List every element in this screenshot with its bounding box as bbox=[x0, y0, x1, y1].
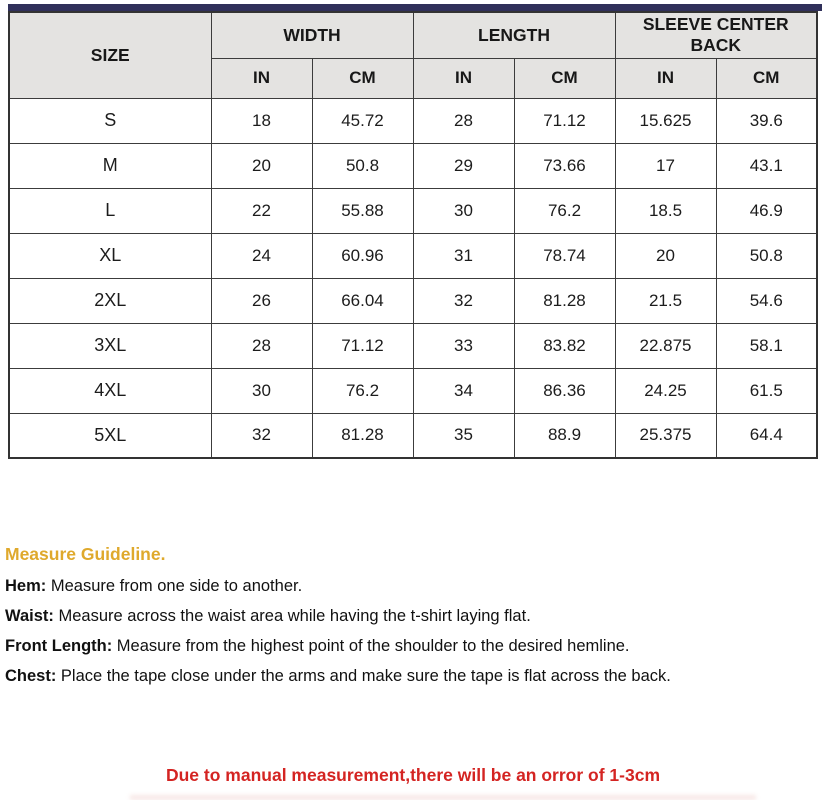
guideline-text-hem: Measure from one side to another. bbox=[46, 577, 303, 595]
sleeve-cm-cell: 54.6 bbox=[716, 278, 817, 323]
sleeve-cm-cell: 46.9 bbox=[716, 188, 817, 233]
guideline-item-hem bbox=[5, 577, 821, 595]
length-in-cell: 30 bbox=[413, 188, 514, 233]
size-cell: 2XL bbox=[9, 278, 211, 323]
bottom-artifact-smear bbox=[130, 795, 756, 800]
table-row-l bbox=[9, 188, 817, 233]
width-cm-cell: 45.72 bbox=[312, 98, 413, 143]
length-in-cell: 34 bbox=[413, 368, 514, 413]
guideline-text-front-length: Measure from the highest point of the shoulder to the desired hemline. bbox=[112, 637, 630, 655]
length-cm-cell: 78.74 bbox=[514, 233, 615, 278]
header-group-row bbox=[9, 12, 817, 58]
length-cm-cell: 73.66 bbox=[514, 143, 615, 188]
sleeve-cm-cell: 50.8 bbox=[716, 233, 817, 278]
guideline-label-front-length: Front Length: bbox=[5, 637, 113, 655]
sleeve-in-cell: 18.5 bbox=[615, 188, 716, 233]
header-size: SIZE bbox=[9, 12, 211, 98]
size-cell: M bbox=[9, 143, 211, 188]
table-row-m bbox=[9, 143, 817, 188]
width-in-cell: 32 bbox=[211, 413, 312, 458]
width-cm-cell: 60.96 bbox=[312, 233, 413, 278]
header-width: WIDTH bbox=[211, 12, 413, 58]
length-cm-cell: 76.2 bbox=[514, 188, 615, 233]
guideline-text-waist: Measure across the waist area while having the t-shirt laying flat. bbox=[53, 607, 531, 625]
sleeve-in-cell: 25.375 bbox=[615, 413, 716, 458]
length-cm-cell: 71.12 bbox=[514, 98, 615, 143]
header-sleeve-in: IN bbox=[615, 58, 716, 98]
guideline-item-front-length bbox=[5, 637, 821, 655]
sleeve-in-cell: 21.5 bbox=[615, 278, 716, 323]
width-in-cell: 26 bbox=[211, 278, 312, 323]
size-cell: 5XL bbox=[9, 413, 211, 458]
length-in-cell: 29 bbox=[413, 143, 514, 188]
width-cm-cell: 66.04 bbox=[312, 278, 413, 323]
width-in-cell: 28 bbox=[211, 323, 312, 368]
measure-guideline-section bbox=[5, 544, 821, 697]
length-in-cell: 31 bbox=[413, 233, 514, 278]
header-length-in: IN bbox=[413, 58, 514, 98]
size-cell: S bbox=[9, 98, 211, 143]
size-table bbox=[8, 11, 818, 459]
top-accent-bar bbox=[8, 4, 822, 11]
size-cell: L bbox=[9, 188, 211, 233]
guideline-text-chest: Place the tape close under the arms and make sure the tape is flat across the back. bbox=[56, 667, 671, 685]
width-cm-cell: 71.12 bbox=[312, 323, 413, 368]
width-in-cell: 20 bbox=[211, 143, 312, 188]
guideline-label-waist: Waist: bbox=[5, 607, 54, 625]
length-cm-cell: 83.82 bbox=[514, 323, 615, 368]
header-width-in: IN bbox=[211, 58, 312, 98]
sleeve-in-cell: 24.25 bbox=[615, 368, 716, 413]
table-row-xl bbox=[9, 233, 817, 278]
size-cell: XL bbox=[9, 233, 211, 278]
size-table-body bbox=[9, 98, 817, 458]
width-cm-cell: 55.88 bbox=[312, 188, 413, 233]
table-row-3xl bbox=[9, 323, 817, 368]
length-in-cell: 33 bbox=[413, 323, 514, 368]
width-in-cell: 24 bbox=[211, 233, 312, 278]
width-in-cell: 22 bbox=[211, 188, 312, 233]
guideline-label-chest: Chest: bbox=[5, 667, 57, 685]
width-in-cell: 30 bbox=[211, 368, 312, 413]
sleeve-in-cell: 22.875 bbox=[615, 323, 716, 368]
measurement-error-notice: Due to manual measurement,there will be an orror of 1-3cm bbox=[165, 765, 661, 785]
length-cm-cell: 81.28 bbox=[514, 278, 615, 323]
header-sleeve-cm: CM bbox=[716, 58, 817, 98]
length-in-cell: 35 bbox=[413, 413, 514, 458]
table-row-s bbox=[9, 98, 817, 143]
sleeve-cm-cell: 39.6 bbox=[716, 98, 817, 143]
sleeve-cm-cell: 43.1 bbox=[716, 143, 817, 188]
sleeve-in-cell: 17 bbox=[615, 143, 716, 188]
width-cm-cell: 50.8 bbox=[312, 143, 413, 188]
sleeve-in-cell: 15.625 bbox=[615, 98, 716, 143]
sleeve-cm-cell: 58.1 bbox=[716, 323, 817, 368]
sleeve-in-cell: 20 bbox=[615, 233, 716, 278]
header-width-cm: CM bbox=[312, 58, 413, 98]
width-cm-cell: 76.2 bbox=[312, 368, 413, 413]
length-cm-cell: 88.9 bbox=[514, 413, 615, 458]
length-cm-cell: 86.36 bbox=[514, 368, 615, 413]
guideline-item-waist bbox=[5, 607, 821, 625]
header-length: LENGTH bbox=[413, 12, 615, 58]
header-sleeve-center-back: SLEEVE CENTER BACK bbox=[615, 12, 817, 58]
width-in-cell: 18 bbox=[211, 98, 312, 143]
table-row-5xl bbox=[9, 413, 817, 458]
length-in-cell: 32 bbox=[413, 278, 514, 323]
guideline-label-hem: Hem: bbox=[5, 577, 47, 595]
width-cm-cell: 81.28 bbox=[312, 413, 413, 458]
table-row-4xl bbox=[9, 368, 817, 413]
sleeve-cm-cell: 61.5 bbox=[716, 368, 817, 413]
size-cell: 3XL bbox=[9, 323, 211, 368]
length-in-cell: 28 bbox=[413, 98, 514, 143]
measure-guideline-title: Measure Guideline. bbox=[5, 544, 166, 564]
guideline-item-chest bbox=[5, 667, 821, 685]
sleeve-cm-cell: 64.4 bbox=[716, 413, 817, 458]
table-row-2xl bbox=[9, 278, 817, 323]
size-table-header bbox=[9, 12, 817, 98]
header-length-cm: CM bbox=[514, 58, 615, 98]
size-cell: 4XL bbox=[9, 368, 211, 413]
